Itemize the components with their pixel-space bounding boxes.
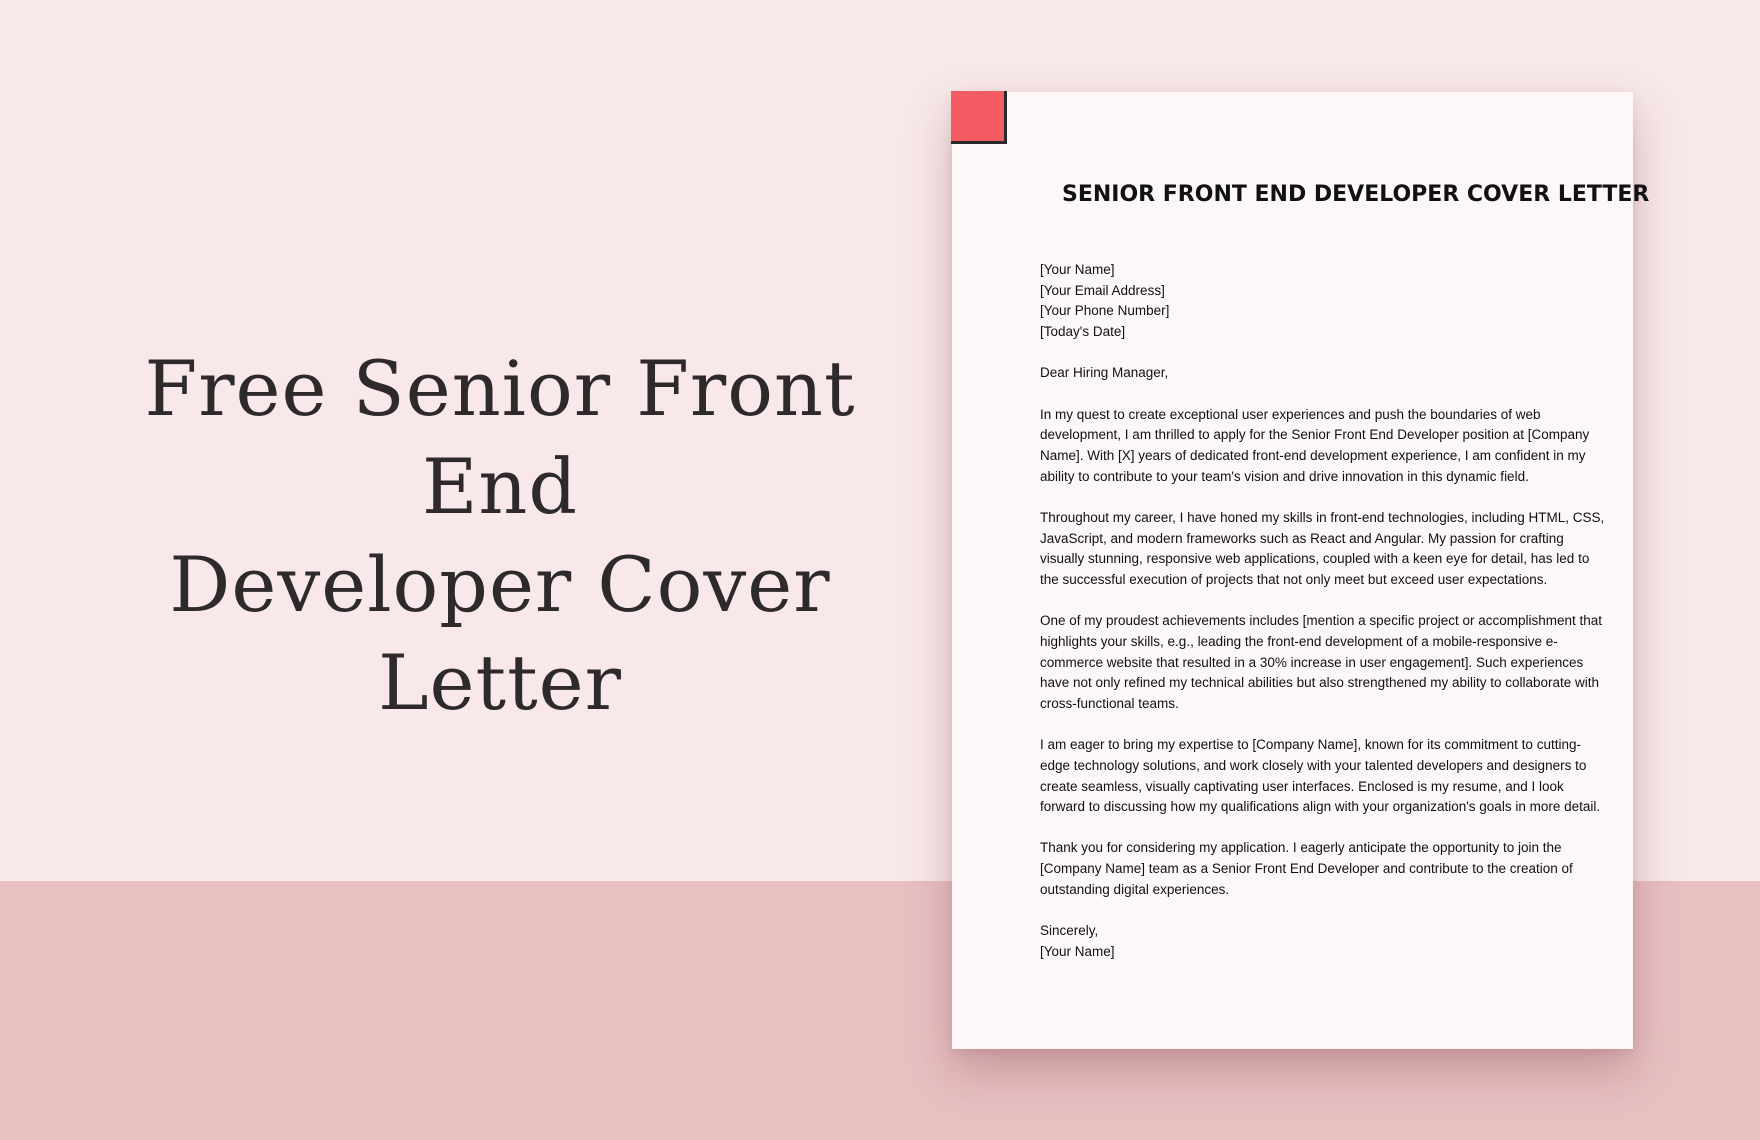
salutation: Dear Hiring Manager, — [1040, 365, 1169, 381]
hero-title-line: Developer Cover Letter — [169, 540, 831, 727]
body-paragraph: Throughout my career, I have honed my skills in front-end technologies, including HTML, CSS, JavaScript, and modern frameworks such as React and Angular. My passion for crafting visually stunning, responsive web applications, coupled with a keen eye for detail, has led to the successful execution of projects that not only meet but exceed user expectations. — [1040, 509, 1605, 587]
corner-square-mark — [951, 91, 1007, 144]
signature: [Your Name] — [1040, 943, 1115, 959]
sender-name: [Your Name] — [1040, 262, 1115, 277]
sender-email: [Your Email Address] — [1040, 282, 1165, 298]
closing-block — [1040, 921, 1605, 962]
letter-body — [1040, 260, 1605, 983]
sender-block — [1040, 260, 1605, 343]
letter-title: SENIOR FRONT END DEVELOPER COVER LETTER — [1062, 182, 1650, 207]
body-paragraph: In my quest to create exceptional user experiences and push the boundaries of web development, I am thrilled to apply for the Senior Front End Developer position at [Company Name]. With [X] years of dedicated front-end development experience, I am confident in my ability to contribute to your team's vision and drive innovation in this dynamic field. — [1040, 406, 1590, 484]
hero-title-line: Free Senior Front End — [144, 344, 856, 531]
letter-page — [952, 92, 1650, 1049]
body-paragraph: Thank you for considering my application. I eagerly anticipate the opportunity to join the [Company Name] team as a Senior Front End Developer and contribute to the creation of outstanding digital experiences. — [1040, 840, 1573, 897]
closing: Sincerely, — [1040, 923, 1099, 939]
sender-phone: [Your Phone Number] — [1040, 303, 1170, 319]
letter-date: [Today's Date] — [1040, 324, 1126, 340]
hero-title — [60, 340, 940, 732]
body-paragraph: One of my proudest achievements includes [mention a specific project or accomplishment that highlights your skills, e.g., leading the front-end development of a mobile-responsive e-commerce website that resulted in a 30% increase in user engagement]. Such experiences have not only refined my technical abilities but also strengthened my ability to collaborate with cross-functional teams. — [1040, 613, 1603, 711]
body-paragraph: I am eager to bring my expertise to [Company Name], known for its commitment to cutting-edge technology solutions, and work closely with your talented developers and designers to create seamless, visually captivating user interfaces. Enclosed is my resume, and I look forward to discussing how my qualifications align with your organization's goals in more detail. — [1040, 737, 1601, 815]
